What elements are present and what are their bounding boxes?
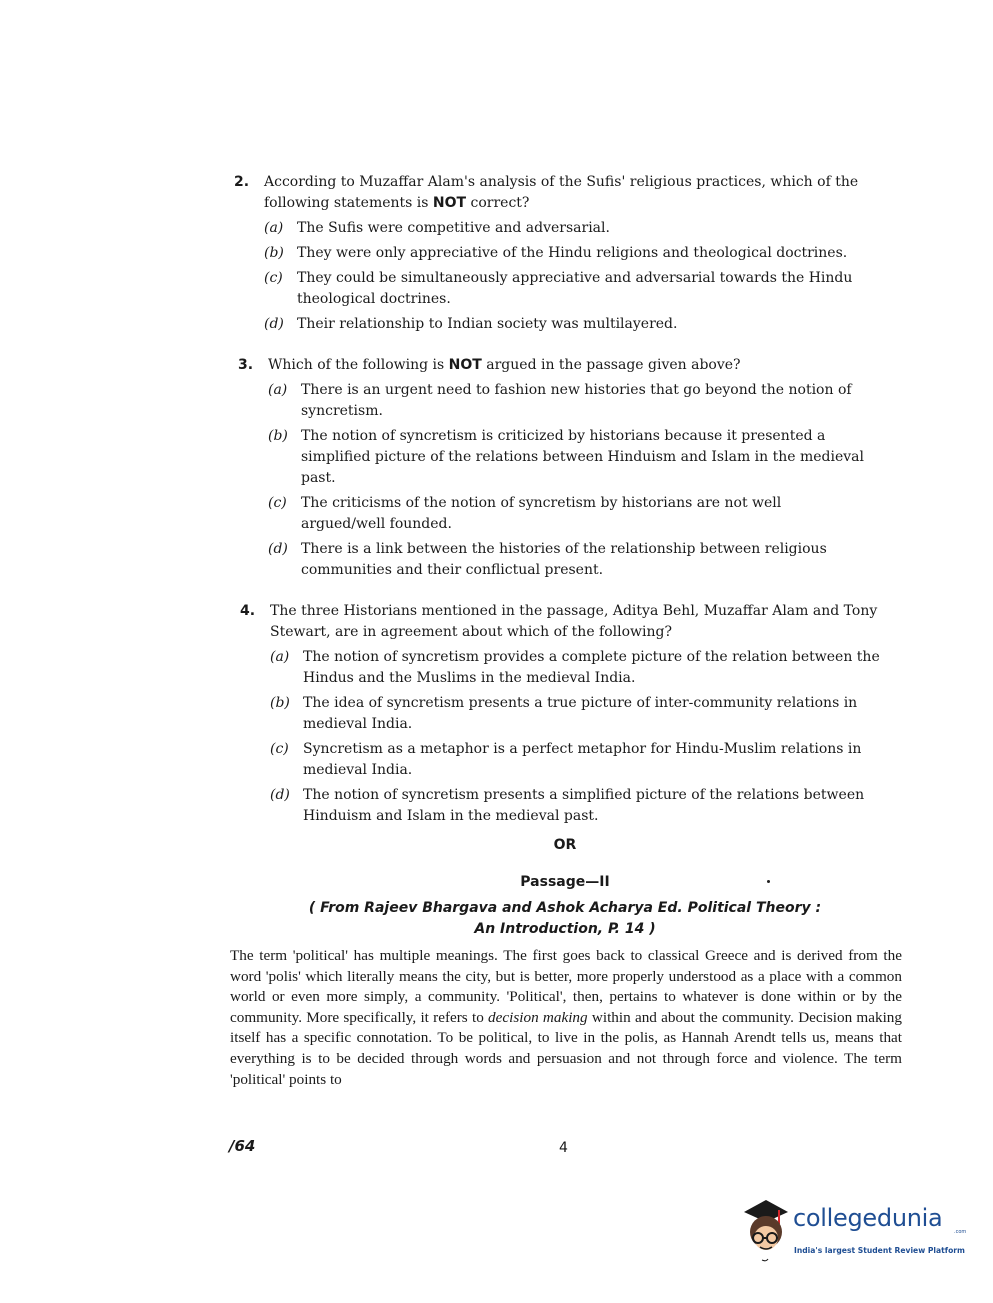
option-b: (b) The idea of syncretism presents a true picture of inter-community relations in medieval India. xyxy=(270,695,858,732)
option-c: (c) Syncretism as a metaphor is a perfect metaphor for Hindu-Muslim relations in medieval India. xyxy=(270,741,862,778)
option-b: (b) They were only appreciative of the Hindu religions and theological doctrines. xyxy=(264,245,848,261)
passage-body: The term 'political' has multiple meanings. The first goes back to classical Greece and is derived from the word 'polis' which literally means the city, but is better, more properly understood as a place with a common world or even more simply, a community. 'Political', then, pertains to whatever is done within or by the community. More specifically, it refers to decision making within and about the community. Decision making itself has a specific connotation. To be political, to live in the polis, as Hannah Arendt tells us, means that everything is to be decided through words and persuasion and not through force and violence. The term 'political' points to xyxy=(230,947,902,1088)
stray-dot xyxy=(767,880,770,883)
question-text: According to Muzaffar Alam's analysis of the Sufis' religious practices, which of the following statements is NOT correct? xyxy=(264,174,859,211)
passage-source-line1: ( From Rajeev Bhargava and Ashok Acharya Ed. Political Theory : xyxy=(308,900,822,916)
option-d: (d) Their relationship to Indian society was multilayered. xyxy=(264,316,678,332)
question-number: 2. xyxy=(234,174,250,190)
option-a: (a) There is an urgent need to fashion new histories that go beyond the notion of syncretism. xyxy=(268,382,852,419)
question-2 xyxy=(234,172,896,335)
student-mascot-icon xyxy=(736,1196,796,1266)
question-text: Which of the following is NOT argued in the passage given above? xyxy=(268,357,741,373)
option-c: (c) They could be simultaneously appreciative and adversarial towards the Hindu theological doctrines. xyxy=(264,270,853,307)
page-number: 4 xyxy=(559,1140,568,1156)
collegedunia-logo xyxy=(736,1196,966,1266)
option-a: (a) The Sufis were competitive and adversarial. xyxy=(264,220,610,236)
question-3 xyxy=(238,355,868,581)
passage-heading: Passage—II xyxy=(520,874,610,890)
option-a: (a) The notion of syncretism provides a complete picture of the relation between the Hindus and the Muslims in the medieval India. xyxy=(270,649,880,686)
option-b: (b) The notion of syncretism is criticized by historians because it presented a simplified picture of the relations between Hinduism and Islam in the medieval past. xyxy=(268,428,865,486)
logo-tagline: India's largest Student Review Platform xyxy=(794,1246,965,1255)
passage-source-line2: An Introduction, P. 14 ) xyxy=(474,921,656,937)
option-c: (c) The criticisms of the notion of syncretism by historians are not well argued/well founded. xyxy=(268,495,782,532)
logo-suffix: .com xyxy=(954,1229,967,1235)
paper-code: /64 xyxy=(229,1137,256,1155)
option-d: (d) There is a link between the histories of the relationship between religious communities and their conflictual present. xyxy=(268,541,827,578)
question-4 xyxy=(240,601,900,827)
or-separator: OR xyxy=(553,837,577,853)
question-text: The three Historians mentioned in the passage, Aditya Behl, Muzaffar Alam and Tony Stewart, are in agreement about which of the following? xyxy=(270,603,878,640)
question-number: 3. xyxy=(238,357,254,373)
question-number: 4. xyxy=(240,603,256,619)
option-d: (d) The notion of syncretism presents a simplified picture of the relations between Hinduism and Islam in the medieval past. xyxy=(270,787,865,824)
logo-wordmark: collegedunia xyxy=(793,1204,943,1232)
